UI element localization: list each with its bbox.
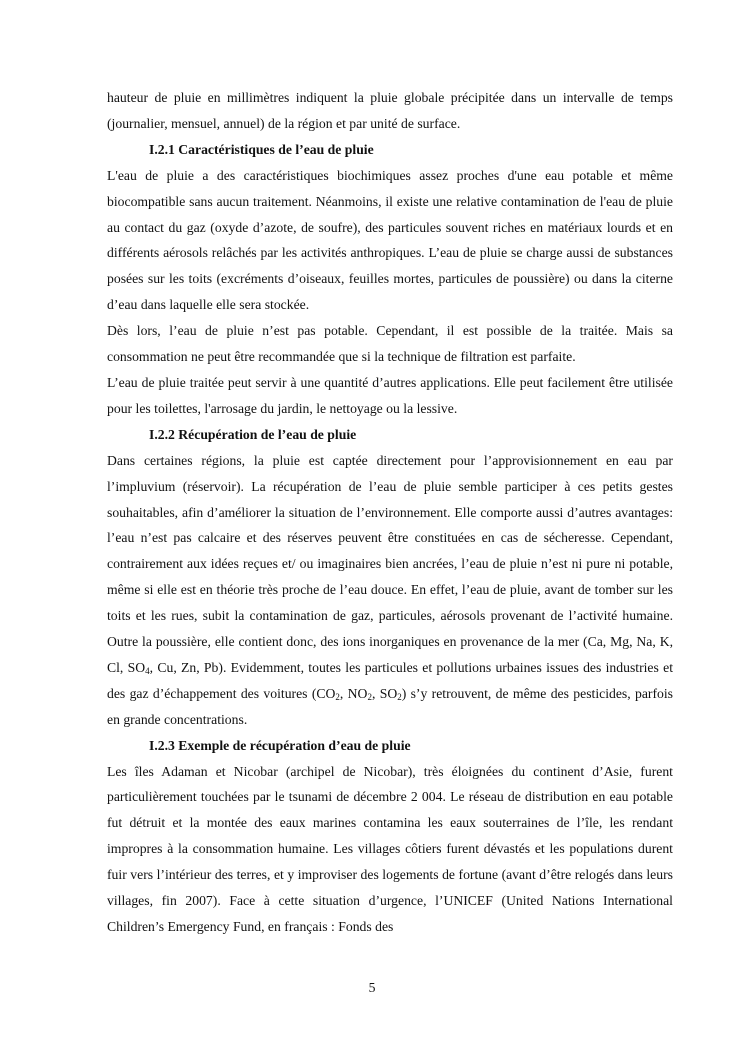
subscript-no2: 2 <box>367 691 372 702</box>
section-heading-recuperation: I.2.2 Récupération de l’eau de pluie <box>149 426 357 442</box>
section-heading-caracteristiques: I.2.1 Caractéristiques de l’eau de pluie <box>149 141 374 157</box>
text-segment: , Cu, Zn, Pb). Evidemment, toutes les particules et pollutions urbaines issues des industries et des gaz d’échappement des voitures (CO <box>107 659 673 701</box>
text-body <box>107 85 673 940</box>
subscript-so2: 2 <box>397 691 402 702</box>
subscript-co2: 2 <box>335 691 340 702</box>
text-segment: Dans certaines régions, la pluie est captée directement pour l’approvisionnement en eau par l’impluvium (réservoir). La récupération de l’eau de pluie semble participer à ces petits gestes souhaitables, afin d’améliorer la situation de l’environnement. Elle comporte aussi d’autres avantages: l’eau n’est pas calcaire et des réserves peuvent être constituées en cas de sécheresse. Cependant, contrairement aux idées reçues et/ ou imaginaires bien ancrées, l’eau de pluie n’est ni pure ni potable, même si elle est en théorie très proche de l’eau douce. En effet, l’eau de pluie, avant de tomber sur les toits et les rues, subit la contamination de gaz, particules, aérosols provenant de l’activité humaine. Outre la poussière, elle contient donc, des ions inorganiques en provenance de la mer (Ca, Mg, Na, K, Cl, SO <box>107 452 673 675</box>
page-number: 5 <box>368 980 376 995</box>
text-segment: ) s’y retrouvent, de même des pesticides, parfois en grande concentrations. <box>107 685 674 727</box>
section-2-paragraph-1 <box>107 448 673 733</box>
text-segment: , SO <box>371 685 398 701</box>
section-heading-exemple: I.2.3 Exemple de récupération d’eau de pluie <box>149 737 411 753</box>
section-1-paragraph-1: L'eau de pluie a des caractéristiques biochimiques assez proches d'une eau potable et même biocompatible sans aucun traitement. Néanmoins, il existe une relative contamination de l'eau de pluie au contact du gaz (oxyde d’azote, de soufre), des particules souvent riches en matériaux lourds et en différents aérosols relâchés par les activités anthropiques. L’eau de pluie se charge aussi de substances posées sur les toits (excréments d’oiseaux, feuilles mortes, particules de poussière) ou dans la citerne d’eau dans laquelle elle sera stockée. <box>107 167 673 313</box>
section-1-paragraph-2: Dès lors, l’eau de pluie n’est pas potable. Cependant, il est possible de la traitée. Mais sa consommation ne peut être recommandée que si la technique de filtration est parfaite. <box>107 323 673 365</box>
section-3-paragraph-1: Les îles Adaman et Nicobar (archipel de Nicobar), très éloignées du continent d’Asie, furent particulièrement touchées par le tsunami de décembre 2 004. Le réseau de distribution en eau potable fut détruit et la montée des eaux marines contamina les eaux souterraines de l’île, les rendant impropres à la consommation humaine. Les villages côtiers furent dévastés et les populations durent fuir vers l’intérieur des terres, et y improviser des logements de fortune (avant d’être relogés dans leurs villages, fin 2007). Face à cette situation d’urgence, l’UNICEF (United Nations International Children’s Emergency Fund, en français : Fonds des <box>107 763 673 934</box>
text-segment: , NO <box>339 685 368 701</box>
subscript-so4: 4 <box>145 665 150 676</box>
section-1-paragraph-3: L’eau de pluie traitée peut servir à une quantité d’autres applications. Elle peut facilement être utilisée pour les toilettes, l'arrosage du jardin, le nettoyage ou la lessive. <box>107 374 673 416</box>
intro-paragraph: hauteur de pluie en millimètres indiquent la pluie globale précipitée dans un intervalle de temps (journalier, mensuel, annuel) de la région et par unité de surface. <box>107 90 673 131</box>
